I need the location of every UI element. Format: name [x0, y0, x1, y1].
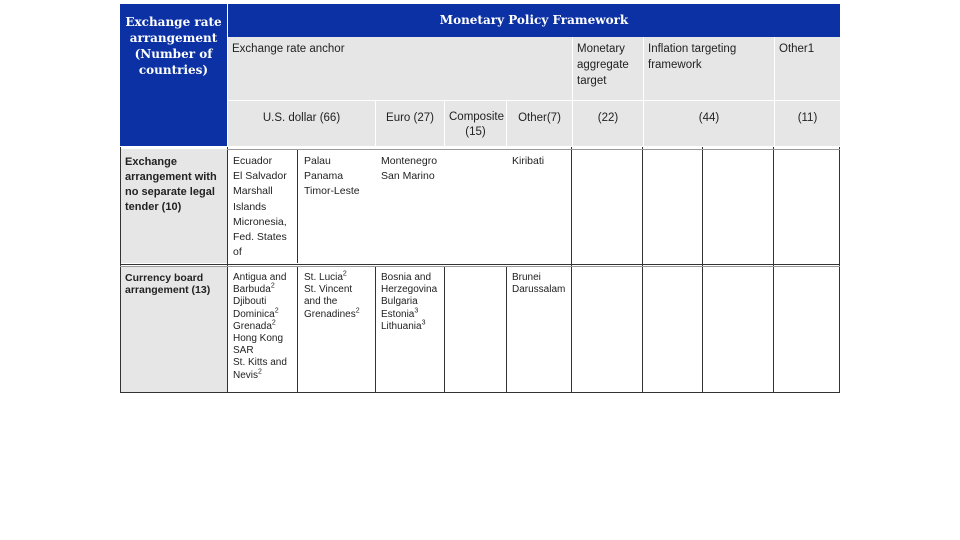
country-entry — [233, 357, 293, 369]
other-framework-header: Other1 — [775, 37, 840, 100]
footnote-marker: 2 — [271, 319, 276, 327]
row2-usd-col2 — [299, 268, 375, 392]
country-entry — [233, 345, 293, 357]
country-name: Nevis — [233, 369, 259, 381]
framework-title: Monetary Policy Framework — [439, 13, 629, 27]
country-entry — [233, 309, 293, 321]
country-entry — [381, 272, 439, 284]
country-name: Bosnia and — [381, 272, 432, 283]
country-entry — [233, 321, 293, 333]
row2-other-anchor — [507, 268, 572, 392]
corner-line-3: (Number of — [134, 47, 213, 61]
anchor-header: Exchange rate anchor — [228, 37, 572, 100]
footnote-marker: 3 — [414, 307, 419, 315]
euro-count: Euro (27) — [376, 101, 444, 146]
footnote-marker: 2 — [274, 307, 279, 315]
country-entry — [304, 272, 370, 284]
country-name: and the — [304, 296, 338, 308]
row-label-no-separate-tender: Exchange arrangement with no separate legal tender (10) — [121, 149, 227, 263]
country-entry — [381, 284, 439, 296]
row2-usd-col1 — [228, 268, 298, 392]
country-name: Grenadines — [304, 308, 356, 320]
country-name: Grenada — [233, 320, 272, 332]
country-name: Djibouti — [233, 296, 267, 308]
country-entry — [381, 309, 439, 321]
country-name: St. Kitts and — [233, 357, 287, 369]
row2-euro-list — [381, 272, 439, 333]
inflation-count: (44) — [644, 101, 774, 146]
other-count: (11) — [775, 101, 840, 146]
row1-euro: Montenegro San Marino — [381, 155, 438, 183]
row1-usd-col1: Ecuador El Salvador Marshall Islands Micronesia, Fed. States of — [233, 155, 287, 259]
corner-line-4: countries) — [138, 63, 209, 77]
country-entry — [233, 333, 293, 345]
country-name: St. Lucia — [304, 272, 343, 283]
country-name: Brunei — [512, 272, 541, 283]
footnote-marker: 3 — [421, 319, 426, 327]
footnote-marker: 2 — [355, 307, 360, 315]
footnote-marker: 2 — [342, 270, 347, 278]
country-entry — [304, 296, 370, 308]
usd-count: U.S. dollar (66) — [228, 101, 375, 146]
monetary-count: (22) — [573, 101, 643, 146]
row1-other-anchor: Kiribati — [512, 155, 545, 167]
country-name: Bulgaria — [381, 296, 418, 308]
country-name: Lithuania — [381, 320, 422, 332]
row2-other-list — [512, 272, 567, 296]
framework-title-bar — [228, 4, 840, 37]
country-entry — [381, 321, 439, 333]
row-label-currency-board: Currency board arrangement (13) — [121, 266, 227, 392]
country-name: Dominica — [233, 308, 275, 320]
row2-usd-col2-list — [304, 272, 370, 321]
footnote-marker: 2 — [270, 282, 275, 290]
country-entry — [233, 370, 293, 382]
corner-line-2: arrangement — [129, 31, 218, 45]
country-entry — [381, 296, 439, 308]
country-entry — [512, 284, 567, 296]
country-name: Herzegovina — [381, 284, 438, 296]
footnote-marker: 2 — [258, 368, 262, 376]
country-entry — [304, 284, 370, 296]
monetary-aggregate-header: Monetary aggregate target — [573, 37, 643, 100]
corner-line-1: Exchange rate — [125, 15, 222, 29]
inflation-targeting-header: Inflation targeting framework — [644, 37, 774, 100]
country-name: Antigua and — [233, 272, 287, 283]
country-entry — [304, 309, 370, 321]
country-entry — [233, 284, 293, 296]
country-entry — [233, 272, 293, 284]
corner-header — [120, 4, 227, 146]
composite-count: Composite (15) — [445, 101, 506, 146]
country-entry — [233, 296, 293, 308]
country-name: St. Vincent — [304, 284, 353, 296]
country-name: Estonia — [381, 308, 415, 320]
country-name: Barbuda — [233, 284, 271, 296]
row2-euro — [376, 268, 444, 392]
country-name: Darussalam — [512, 284, 566, 296]
row2-usd-col1-list — [233, 272, 293, 382]
country-name: SAR — [233, 345, 254, 357]
row1-usd-col2: Palau Panama Timor-Leste — [304, 155, 360, 198]
other-anchor-count: Other(7) — [507, 101, 572, 146]
country-name: Hong Kong — [233, 333, 284, 345]
country-entry — [512, 272, 567, 284]
